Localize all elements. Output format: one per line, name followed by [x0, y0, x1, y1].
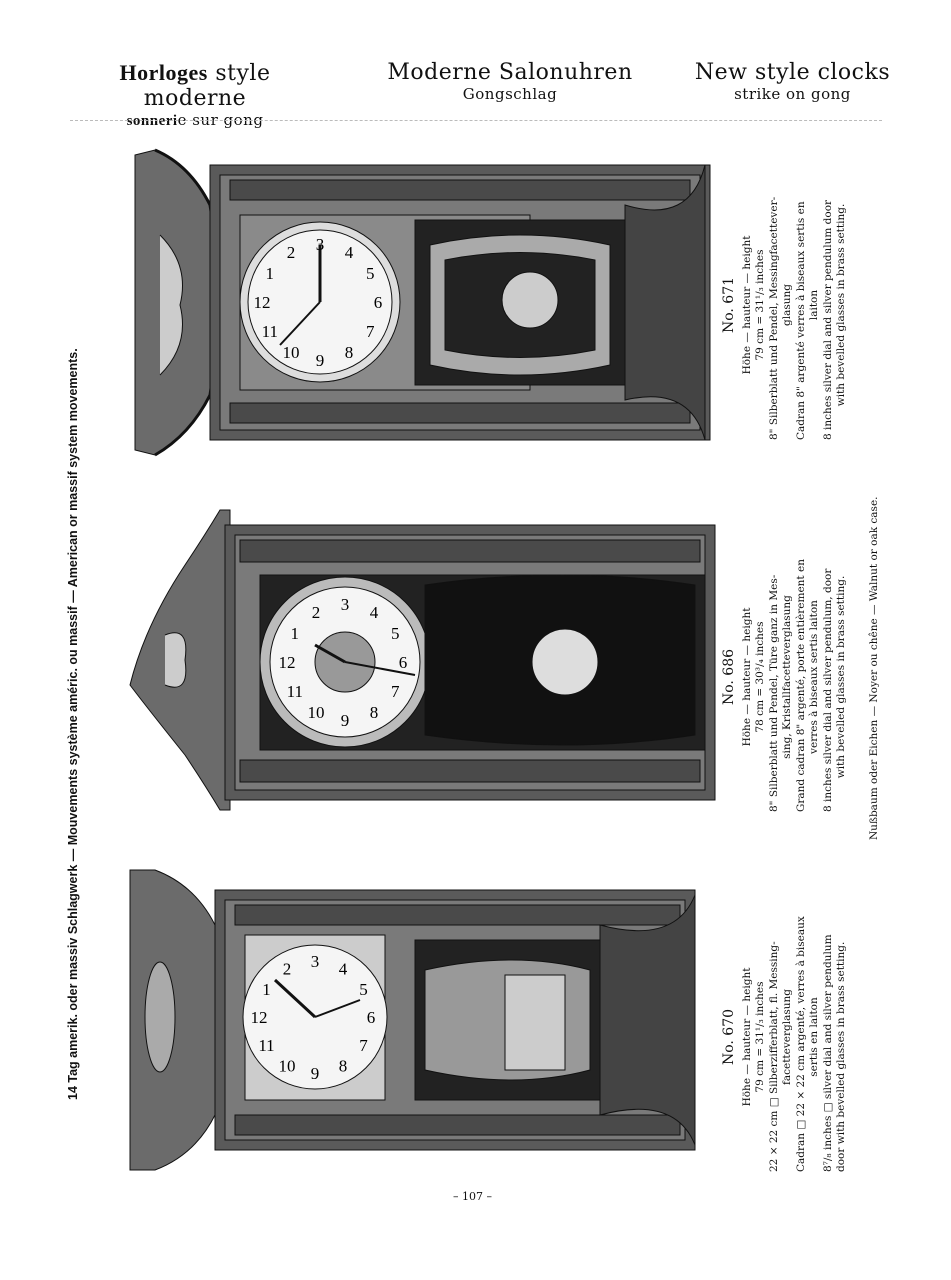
- clock-671-line-5: 8 inches silver dial and silver pendulum door: [821, 199, 834, 440]
- clock-670-line-6: door with bevelled glasses in brass setting.: [835, 941, 847, 1172]
- header-left-title-bold: Horloges: [119, 60, 208, 85]
- clock-686-line-5: 8 inches silver dial and silver pendulum, door: [821, 568, 834, 812]
- clock-671-line-2: glasung: [781, 284, 793, 326]
- clock-670-line-4: sertis en laiton: [808, 997, 820, 1077]
- dial-numeral: 10: [307, 703, 325, 723]
- header-center-subtitle: Gongschlag: [462, 85, 558, 103]
- dial-numeral: 3: [315, 235, 325, 254]
- dial-numeral: 7: [390, 682, 400, 701]
- dial-numeral: 6: [398, 653, 408, 672]
- clock-670-line-2: facetteverglasung: [781, 988, 793, 1086]
- dial-numeral: 9: [340, 711, 350, 730]
- clock-670-number: No. 670: [721, 1008, 737, 1066]
- clock-671-line-4: laiton: [808, 289, 820, 321]
- dial-numeral: 4: [338, 959, 348, 979]
- clock-686-line-2: sing, Kristallfacetteverglasung: [781, 595, 793, 759]
- dial-numeral: 12: [253, 293, 271, 312]
- dial-numeral: 5: [365, 264, 375, 283]
- clock-686-line-4: verres à biseaux sertis laiton: [808, 600, 820, 754]
- dial-numeral: 6: [373, 293, 383, 312]
- clock-670-illustration: [125, 865, 700, 1175]
- dial-numeral: 11: [286, 682, 303, 701]
- dial-numeral: 5: [359, 980, 368, 999]
- dial-numeral: 3: [340, 595, 350, 614]
- header-center-title: Moderne Salonuhren: [387, 60, 633, 85]
- dial-numeral: 9: [315, 351, 325, 370]
- dial-numeral: 6: [366, 1008, 376, 1027]
- header-right: [690, 60, 895, 103]
- dial-numeral: 2: [286, 242, 296, 262]
- clock-670-size: 79 cm = 31¹/₃ inches: [754, 981, 766, 1093]
- clock-671-line-3: Cadran 8" argenté verres à biseaux sertis en: [794, 201, 807, 440]
- dial-numeral: 7: [359, 1036, 368, 1055]
- dial-numeral: 1: [262, 980, 271, 999]
- clock-686-number: No. 686: [721, 648, 737, 706]
- dial-numeral: 4: [344, 242, 354, 262]
- dial-numeral: 4: [369, 602, 379, 622]
- header-right-title: New style clocks: [694, 60, 891, 85]
- dial-numeral: 11: [258, 1036, 275, 1055]
- movement-banner: 14 Tag amerik. oder massiv Schlagwerk — Mouvements système améric. ou massif — American or massif system movements.: [66, 348, 80, 1100]
- header-right-subtitle: strike on gong: [734, 85, 851, 103]
- clock-686-description: [723, 542, 849, 812]
- dial-numeral: 2: [282, 959, 292, 979]
- clock-671-height-label: Höhe — hauteur — height: [740, 235, 753, 375]
- dial-numeral: 3: [310, 952, 320, 971]
- clock-670-line-5: 8⁷/₈ inches □ silver dial and silver pendulum: [821, 934, 834, 1172]
- dial-numeral: 1: [290, 624, 300, 643]
- clock-671-line-6: with bevelled glasses in brass setting.: [835, 203, 847, 407]
- clock-670-description: [723, 902, 849, 1172]
- clock-686-line-1: 8" Silberblatt und Pendel, Türe ganz in Mes-: [767, 574, 780, 812]
- dial-numeral: 12: [278, 653, 296, 672]
- dial-numeral: 12: [250, 1008, 268, 1027]
- clock-670-line-3: Cadran □ 22 × 22 cm argenté, verres à biseaux: [794, 916, 807, 1172]
- clock-686-size: 78 cm = 30³/₄ inches: [754, 621, 766, 733]
- dial-numeral: 8: [338, 1056, 348, 1076]
- clock-686-illustration: [125, 505, 720, 815]
- header-center: [385, 60, 635, 103]
- header-left-subtitle-rest: e sur gong: [177, 111, 264, 129]
- header-rule: [70, 120, 882, 121]
- clock-686-height-label: Höhe — hauteur — height: [740, 607, 753, 747]
- dial-numeral: 5: [390, 624, 400, 643]
- clock-671-illustration: [130, 145, 715, 460]
- case-footer: Nußbaum oder Eichen — Noyer ou chêne — Walnut or oak case.: [868, 496, 880, 840]
- dial-numeral: 10: [282, 343, 300, 363]
- header-left-subtitle-bold: sonneri: [126, 113, 178, 129]
- dial-numeral: 7: [365, 322, 375, 341]
- clock-670-line-1: 22 × 22 cm □ Silberzifferblatt, fl. Messing-: [767, 941, 780, 1172]
- clock-671-line-1: 8" Silberblatt und Pendel, Messingfacettever-: [767, 196, 780, 440]
- dial-numeral: 8: [369, 703, 379, 723]
- dial-numeral: 8: [344, 343, 354, 363]
- clock-671-number: No. 671: [721, 276, 737, 334]
- clock-686-line-3: Grand cadran 8" argenté, porte entièrement en: [794, 559, 807, 812]
- dial-numeral: 2: [311, 602, 321, 622]
- dial-numeral: 9: [310, 1064, 320, 1083]
- page-number: – 107 –: [453, 1190, 492, 1203]
- header-left-title-rest: style moderne: [143, 61, 271, 111]
- clock-686-line-6: with bevelled glasses in brass setting.: [835, 575, 847, 779]
- dial-numeral: 1: [265, 264, 275, 283]
- dial-numeral: 11: [261, 322, 278, 341]
- dial-numeral: 10: [278, 1056, 296, 1076]
- clock-671-description: [723, 170, 849, 440]
- clock-670-height-label: Höhe — hauteur — height: [740, 967, 753, 1107]
- clock-671-size: 79 cm = 31¹/₃ inches: [754, 249, 766, 361]
